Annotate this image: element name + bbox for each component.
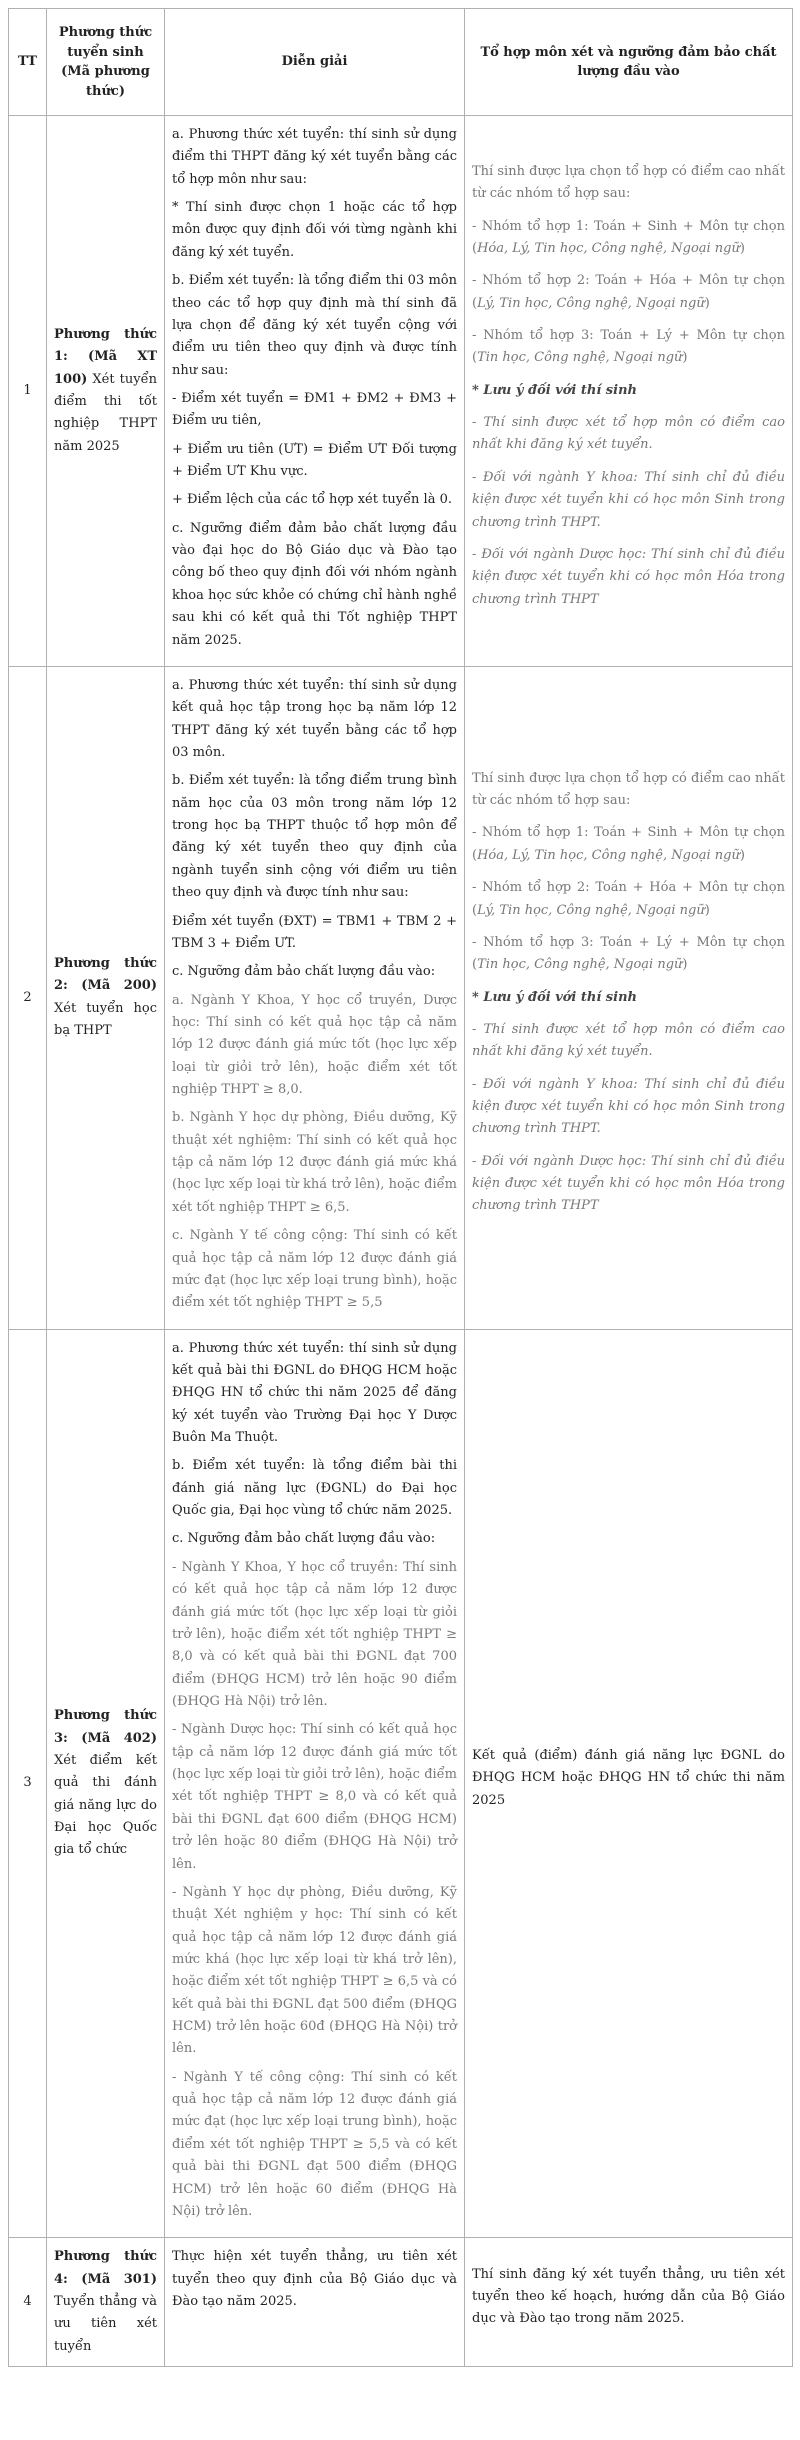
note-text: - Đối với ngành Y khoa: Thí sinh chỉ đủ điều kiện được xét tuyển khi có học môn Sinh trong chương trình THPT. <box>472 1076 785 1137</box>
criteria-cell <box>465 1329 793 2238</box>
method-title: Phương thức 1: (Mã XT 100) <box>54 326 157 387</box>
description-paragraph: b. Ngành Y học dự phòng, Điều dưỡng, Kỹ thuật xét nghiệm: Thí sinh có kết quả học tập cả năm lớp 12 được đánh giá mức khá (học lực xếp loại từ khá trở lên), hoặc điểm xét tốt nghiệp THPT ≥ 6,5. <box>172 1110 457 1215</box>
subject-group-close: ) <box>739 240 745 256</box>
description-paragraph: - Ngành Y tế công cộng: Thí sinh có kết quả học tập cả năm lớp 12 được đánh giá mức đạt (học lực xếp loại trung bình), hoặc điểm xét tốt nghiệp THPT ≥ 5,5 và có kết quả bài thi ĐGNL đạt 500 điểm (ĐHQG HCM) trở lên hoặc 60 điểm (ĐHQG Hà Nội) trở lên. <box>172 2069 457 2219</box>
method-description: Tuyển thẳng và ưu tiên xét tuyển <box>54 2293 157 2354</box>
description-paragraph: Điểm xét tuyển (ĐXT) = TBM1 + TBM 2 + TBM 3 + Điểm ƯT. <box>172 913 457 951</box>
description-paragraph: * Thí sinh được chọn 1 hoặc các tổ hợp môn được quy định đối với từng ngành khi đăng ký xét tuyển. <box>172 200 457 260</box>
method-description: Xét tuyển học bạ THPT <box>54 1000 157 1039</box>
table-row <box>9 666 793 1329</box>
subject-group-3 <box>472 325 785 370</box>
description-paragraph: - Ngành Y Khoa, Y học cổ truyền: Thí sinh có kết quả học tập cả năm lớp 12 được đánh giá mức tốt (học lực xếp loại từ giỏi trở lên), hoặc điểm xét tốt nghiệp THPT ≥ 8,0 và có kết quả bài thi ĐGNL đạt 700 điểm (ĐHQG HCM) trở lên hoặc 90 điểm (ĐHQG Hà Nội) trở lên. <box>172 1559 457 1709</box>
description-paragraph: a. Phương thức xét tuyển: thí sinh sử dụng kết quả học tập trong học bạ năm lớp 12 THPT đăng ký xét tuyển bằng các tổ hợp 03 môn. <box>172 677 457 760</box>
row-number: 4 <box>9 2238 47 2367</box>
subject-group-close: ) <box>682 350 688 366</box>
description-paragraph: - Ngành Y học dự phòng, Điều dưỡng, Kỹ thuật Xét nghiệm y học: Thí sinh có kết quả học tập cả năm lớp 12 được đánh giá mức khá (học lực xếp loại từ khá trở lên), hoặc điểm xét tốt nghiệp THPT ≥ 6,5 và có kết quả bài thi ĐGNL đạt 500 điểm (ĐHQG HCM) trở lên hoặc 60đ (ĐHQG Hà Nội) trở lên. <box>172 1884 457 2057</box>
subject-group-text: - Nhóm tổ hợp 2: Toán + Hóa + Môn tự chọn ( <box>472 880 785 918</box>
table-row <box>9 1329 793 2238</box>
description-paragraph: Thực hiện xét tuyển thẳng, ưu tiên xét tuyển theo quy định của Bộ Giáo dục và Đào tạo năm 2025. <box>172 2249 457 2309</box>
row-number: 3 <box>9 1329 47 2238</box>
subject-group-close: ) <box>704 902 710 918</box>
note-item <box>472 1019 785 1064</box>
header-tt: TT <box>9 9 47 116</box>
subject-group-options: Tin học, Công nghệ, Ngoại ngữ <box>477 350 683 366</box>
table-row <box>9 116 793 667</box>
description-cell <box>165 1329 465 2238</box>
note-item <box>472 544 785 611</box>
method-cell <box>47 1329 165 2238</box>
note-item <box>472 1151 785 1218</box>
criteria-cell <box>465 116 793 667</box>
table-header-row <box>9 9 793 116</box>
note-title: * Lưu ý đối với thí sinh <box>472 989 637 1005</box>
subject-group-close: ) <box>739 847 745 863</box>
subject-group-1 <box>472 216 785 261</box>
note-item <box>472 467 785 534</box>
subject-group-options: Tin học, Công nghệ, Ngoại ngữ <box>477 957 683 973</box>
header-desc: Diễn giải <box>165 9 465 116</box>
method-description: Xét tuyển điểm thi tốt nghiệp THPT năm 2025 <box>54 371 157 454</box>
header-criteria: Tổ hợp môn xét và ngưỡng đảm bảo chất lượng đầu vào <box>465 9 793 116</box>
description-paragraph: b. Điểm xét tuyển: là tổng điểm bài thi đánh giá năng lực (ĐGNL) do Đại học Quốc gia, Đại học vùng tổ chức năm 2025. <box>172 1458 457 1519</box>
criteria-cell <box>465 666 793 1329</box>
subject-group-text: - Nhóm tổ hợp 3: Toán + Lý + Môn tự chọn ( <box>472 934 785 973</box>
criteria-cell <box>465 2238 793 2367</box>
table-body <box>9 116 793 2367</box>
description-paragraph: a. Phương thức xét tuyển: thí sinh sử dụng kết quả bài thi ĐGNL do ĐHQG HCM hoặc ĐHQG HN tổ chức thi năm 2025 để đăng ký xét tuyển vào Trường Đại học Y Dược Buôn Ma Thuột. <box>172 1340 457 1446</box>
subject-group-2 <box>472 877 785 922</box>
criteria-text: Kết quả (điểm) đánh giá năng lực ĐGNL do ĐHQG HCM hoặc ĐHQG HN tổ chức thi năm 2025 <box>472 1747 785 1808</box>
criteria-intro: Thí sinh được lựa chọn tổ hợp có điểm cao nhất từ các nhóm tổ hợp sau: <box>472 163 785 202</box>
note-text: - Đối với ngành Dược học: Thí sinh chỉ đủ điều kiện được xét tuyển khi có học môn Hóa trong chương trình THPT <box>472 1153 785 1214</box>
method-title: Phương thức 2: (Mã 200) <box>54 956 157 994</box>
description-cell <box>165 116 465 667</box>
admission-methods-table <box>8 8 793 2367</box>
description-paragraph: b. Điểm xét tuyển: là tổng điểm thi 03 môn theo các tổ hợp quy định mà thí sinh đã lựa chọn để đăng ký xét tuyển cộng với điểm ưu tiên theo quy định và được tính như sau: <box>172 273 457 378</box>
note-title: * Lưu ý đối với thí sinh <box>472 382 637 398</box>
description-paragraph: c. Ngưỡng điểm đảm bảo chất lượng đầu vào đại học do Bộ Giáo dục và Đào tạo công bố theo quy định đối với nhóm ngành khoa học sức khỏe có chứng chỉ hành nghề sau khi có kết quả thi Tốt nghiệp THPT năm 2025. <box>172 520 457 648</box>
note-item <box>472 1074 785 1141</box>
method-cell <box>47 666 165 1329</box>
note-item <box>472 412 785 457</box>
subject-group-close: ) <box>682 957 688 973</box>
description-paragraph: a. Phương thức xét tuyển: thí sinh sử dụng điểm thi THPT đăng ký xét tuyển bằng các tổ hợp môn như sau: <box>172 127 457 187</box>
note-text: - Thí sinh được xét tổ hợp môn có điểm cao nhất khi đăng ký xét tuyển. <box>472 415 785 453</box>
subject-group-options: Hóa, Lý, Tin học, Công nghệ, Ngoại ngữ <box>477 847 740 863</box>
description-paragraph: c. Ngành Y tế công cộng: Thí sinh có kết quả học tập cả năm lớp 12 được đánh giá mức đạt (học lực xếp loại trung bình), hoặc điểm xét tốt nghiệp THPT ≥ 5,5 <box>172 1228 457 1311</box>
subject-group-close: ) <box>704 295 710 311</box>
subject-group-1 <box>472 822 785 867</box>
subject-group-options: Lý, Tin học, Công nghệ, Ngoại ngữ <box>477 902 705 918</box>
description-paragraph: c. Ngưỡng đảm bảo chất lượng đầu vào: <box>172 1531 436 1547</box>
description-paragraph: + Điểm lệch của các tổ hợp xét tuyển là 0. <box>172 492 452 508</box>
criteria-text: Thí sinh đăng ký xét tuyển thẳng, ưu tiên xét tuyển theo kế hoạch, hướng dẫn của Bộ Giáo dục và Đào tạo trong năm 2025. <box>472 2266 785 2327</box>
method-cell <box>47 116 165 667</box>
description-paragraph: a. Ngành Y Khoa, Y học cổ truyền, Dược học: Thí sinh có kết quả học tập cả năm lớp 12 được đánh giá mức tốt (học lực xếp loại từ giỏi trở lên), hoặc điểm xét tốt nghiệp THPT ≥ 8,0. <box>172 992 457 1098</box>
method-cell <box>47 2238 165 2367</box>
header-method: Phương thức tuyển sinh (Mã phương thức) <box>47 9 165 116</box>
note-text: - Đối với ngành Dược học: Thí sinh chỉ đủ điều kiện được xét tuyển khi có học môn Hóa trong chương trình THPT <box>472 546 785 607</box>
subject-group-text: - Nhóm tổ hợp 1: Toán + Sinh + Môn tự chọn ( <box>472 825 785 863</box>
description-paragraph: - Điểm xét tuyển = ĐM1 + ĐM2 + ĐM3 + Điểm ưu tiên, <box>172 390 457 429</box>
subject-group-2 <box>472 270 785 315</box>
description-paragraph: + Điểm ưu tiên (ƯT) = Điểm ƯT Đối tượng + Điểm ƯT Khu vực. <box>172 441 457 480</box>
description-cell <box>165 2238 465 2367</box>
row-number: 2 <box>9 666 47 1329</box>
note-text: - Đối với ngành Y khoa: Thí sinh chỉ đủ điều kiện được xét tuyển khi có học môn Sinh trong chương trình THPT. <box>472 469 785 530</box>
subject-group-text: - Nhóm tổ hợp 3: Toán + Lý + Môn tự chọn ( <box>472 328 785 366</box>
method-title: Phương thức 3: (Mã 402) <box>54 1708 157 1746</box>
description-paragraph: - Ngành Dược học: Thí sinh có kết quả học tập cả năm lớp 12 được đánh giá mức tốt (học lực xếp loại từ giỏi trở lên), hoặc điểm xét tốt nghiệp THPT ≥ 8,0 và có kết quả bài thi ĐGNL đạt 600 điểm (ĐHQG HCM) trở lên hoặc 80 điểm (ĐHQG Hà Nội) trở lên. <box>172 1722 457 1872</box>
method-title: Phương thức 4: (Mã 301) <box>54 2249 157 2287</box>
note-text: - Thí sinh được xét tổ hợp môn có điểm cao nhất khi đăng ký xét tuyển. <box>472 1021 785 1060</box>
subject-group-text: - Nhóm tổ hợp 1: Toán + Sinh + Môn tự chọn ( <box>472 218 785 256</box>
subject-group-3 <box>472 932 785 977</box>
table-row <box>9 2238 793 2367</box>
row-number: 1 <box>9 116 47 667</box>
description-paragraph: b. Điểm xét tuyển: là tổng điểm trung bình năm học của 03 môn trong năm lớp 12 trong học bạ THPT thuộc tổ hợp môn để đăng ký xét tuyển theo quy định của ngành tuyển sinh cộng với điểm ưu tiên theo quy định và được tính như sau: <box>172 773 457 901</box>
subject-group-text: - Nhóm tổ hợp 2: Toán + Hóa + Môn tự chọn ( <box>472 273 785 311</box>
criteria-intro: Thí sinh được lựa chọn tổ hợp có điểm cao nhất từ các nhóm tổ hợp sau: <box>472 770 785 809</box>
method-description: Xét điểm kết quả thi đánh giá năng lực do Đại học Quốc gia tổ chức <box>54 1752 157 1858</box>
description-paragraph: c. Ngưỡng đảm bảo chất lượng đầu vào: <box>172 964 436 980</box>
description-cell <box>165 666 465 1329</box>
subject-group-options: Hóa, Lý, Tin học, Công nghệ, Ngoại ngữ <box>477 240 740 256</box>
subject-group-options: Lý, Tin học, Công nghệ, Ngoại ngữ <box>477 295 705 311</box>
